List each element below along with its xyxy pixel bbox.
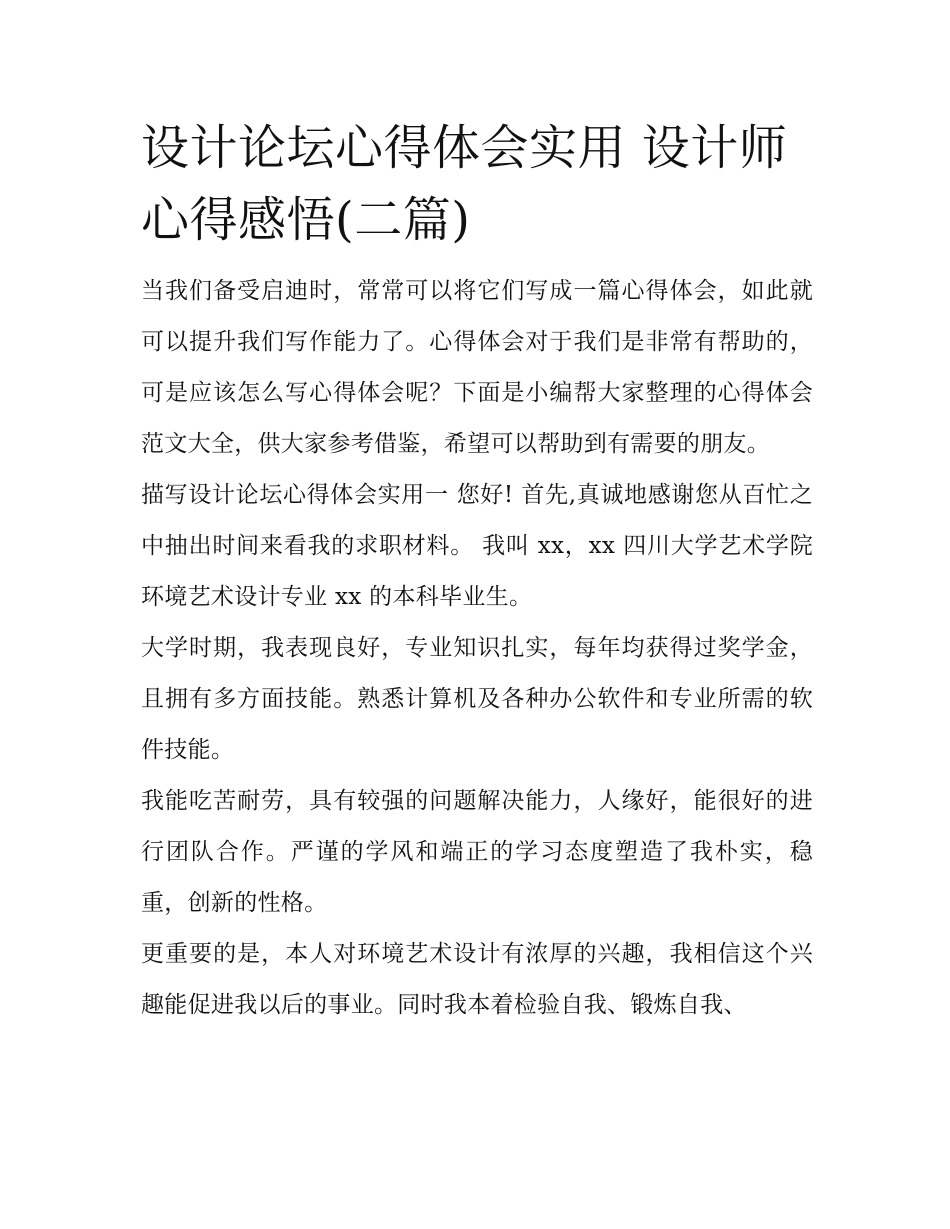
paragraph-university: 大学时期，我表现良好，专业知识扎实，每年均获得过奖学金，且拥有多方面技能。熟悉计算机及各种办公软件和专业所需的软件技能。 <box>141 635 813 763</box>
paragraph-greeting: 描写设计论坛心得体会实用一 您好! 首先,真诚地感谢您从百忙之中抽出时间来看我的求职材料。 我叫 xx，xx 四川大学艺术学院环境艺术设计专业 xx 的本科毕业生。 <box>141 482 813 610</box>
document-title: 设计论坛心得体会实用 设计师心得感悟(二篇) <box>141 120 788 248</box>
paragraph-abilities: 我能吃苦耐劳，具有较强的问题解决能力，人缘好，能很好的进行团队合作。严谨的学风和端正的学习态度塑造了我朴实，稳重，创新的性格。 <box>141 788 813 916</box>
paragraph-intro: 当我们备受启迪时，常常可以将它们写成一篇心得体会，如此就可以提升我们写作能力了。心得体会对于我们是非常有帮助的，可是应该怎么写心得体会呢？下面是小编帮大家整理的心得体会范文大全，供大家参考借鉴，希望可以帮助到有需要的朋友。 <box>141 278 813 457</box>
document-content <box>141 112 813 1031</box>
document-body <box>141 266 813 1031</box>
paragraph-interest: 更重要的是，本人对环境艺术设计有浓厚的兴趣，我相信这个兴趣能促进我以后的事业。同时我本着检验自我、锻炼自我、 <box>141 941 813 1018</box>
